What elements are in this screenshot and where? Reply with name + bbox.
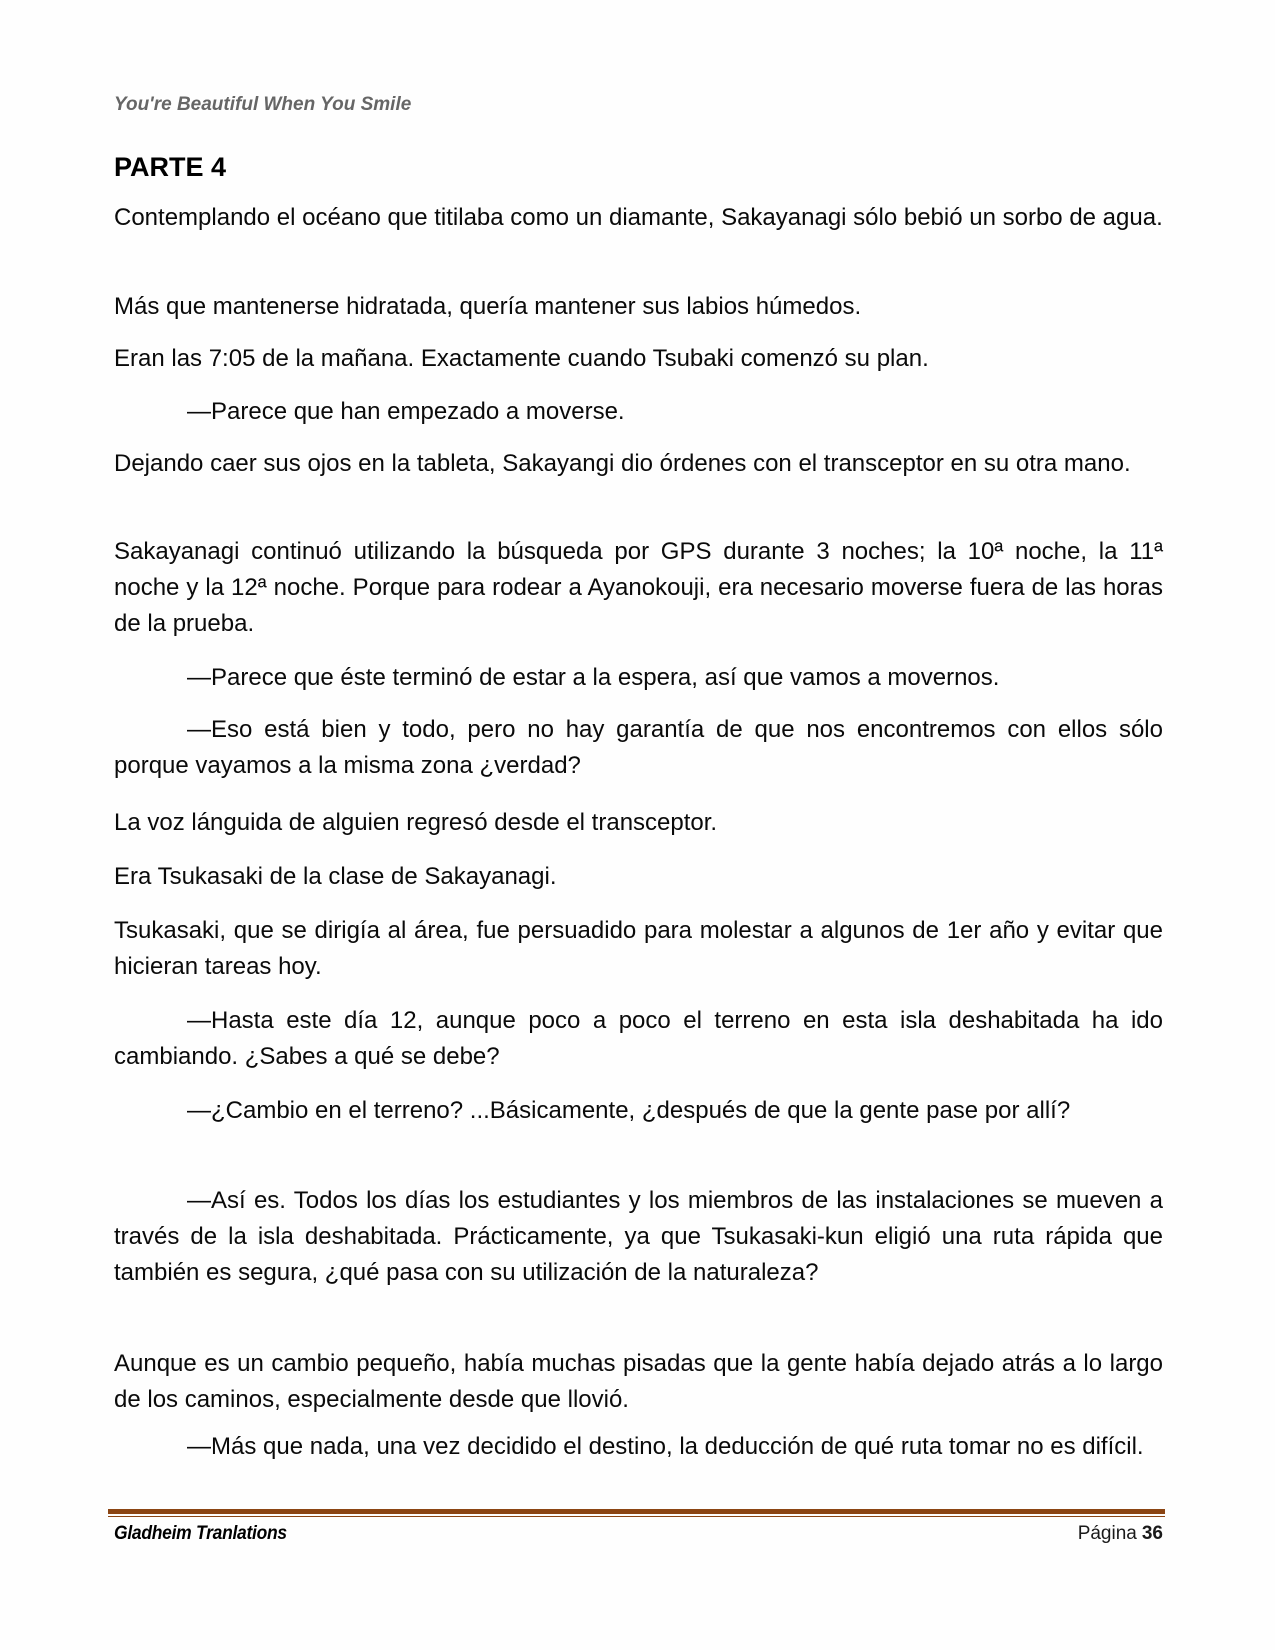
dialog-line: —¿Cambio en el terreno? ...Básicamente, ¿después de que la gente pase por allí? (187, 1097, 1071, 1124)
dialog-line: —Hasta este día 12, aunque poco a poco el terreno en esta isla deshabitada ha ido cambiando. ¿Sabes a qué se debe? (114, 1007, 1163, 1070)
paragraph: La voz lánguida de alguien regresó desde el transceptor. (114, 809, 718, 836)
part-title: PARTE 4 (114, 152, 227, 182)
dialog-line: —Parece que han empezado a moverse. (187, 398, 625, 425)
paragraph: Contemplando el océano que titilaba como un diamante, Sakayanagi sólo bebió un sorbo de agua. (114, 204, 1163, 231)
footer-publisher: Gladheim Tranlations (114, 1523, 287, 1544)
page-number-label (1078, 1523, 1163, 1545)
running-header-title: You're Beautiful When You Smile (114, 94, 412, 115)
footer-divider-thin (108, 1516, 1165, 1517)
dialog-line: —Eso está bien y todo, pero no hay garantía de que nos encontremos con ellos sólo porque vayamos a la misma zona ¿verdad? (114, 716, 1163, 779)
footer-divider-thick (108, 1509, 1165, 1514)
dialog-line: —Parece que éste terminó de estar a la espera, así que vamos a movernos. (187, 664, 1000, 691)
paragraph: Sakayanagi continuó utilizando la búsqueda por GPS durante 3 noches; la 10ª noche, la 11ª noche y la 12ª noche. Porque para rodear a Ayanokouji, era necesario moverse fuera de las horas de la prueba. (114, 538, 1163, 637)
page-number: 36 (1141, 1523, 1163, 1544)
paragraph: Dejando caer sus ojos en la tableta, Sakayangi dio órdenes con el transceptor en su otra mano. (114, 450, 1131, 477)
paragraph: Tsukasaki, que se dirigía al área, fue persuadido para molestar a algunos de 1er año y evitar que hicieran tareas hoy. (114, 917, 1163, 980)
paragraph: Aunque es un cambio pequeño, había muchas pisadas que la gente había dejado atrás a lo largo de los caminos, especialmente desde que llovió. (114, 1350, 1163, 1413)
paragraph: Eran las 7:05 de la mañana. Exactamente cuando Tsubaki comenzó su plan. (114, 345, 929, 372)
page-label: Página (1077, 1523, 1137, 1544)
paragraph: Era Tsukasaki de la clase de Sakayanagi. (114, 863, 557, 890)
dialog-line: —Más que nada, una vez decidido el destino, la deducción de qué ruta tomar no es difícil. (187, 1433, 1144, 1460)
paragraph: Más que mantenerse hidratada, quería mantener sus labios húmedos. (114, 293, 862, 320)
dialog-line: —Así es. Todos los días los estudiantes y los miembros de las instalaciones se mueven a través de la isla deshabitada. Prácticamente, ya que Tsukasaki-kun eligió una ruta rápida que también es segura, ¿qué pasa con su utilización de la naturaleza? (114, 1187, 1163, 1286)
